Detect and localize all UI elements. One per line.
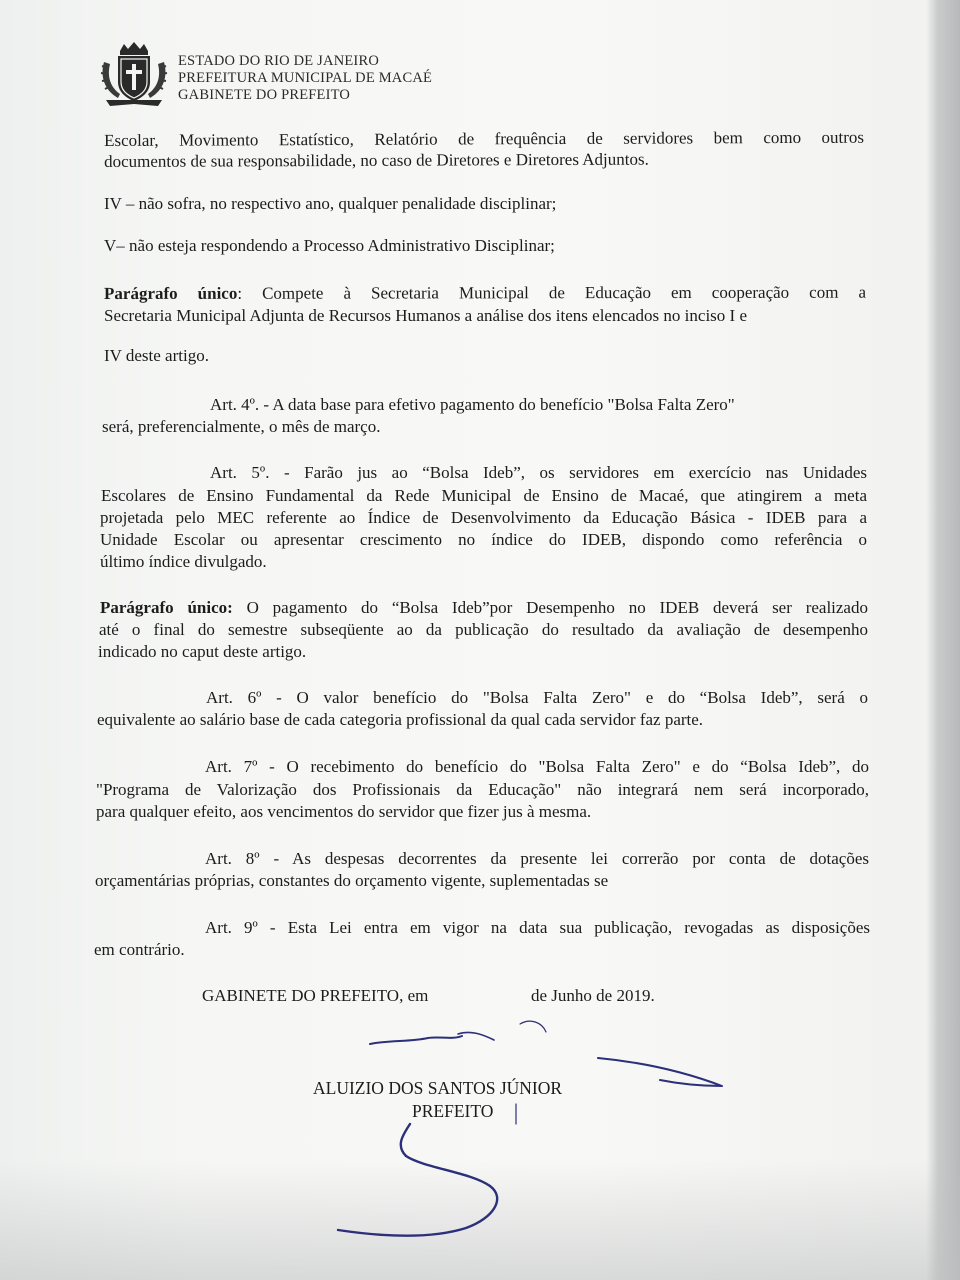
art-7-line-2: "Programa de Valorização dos Profissionais da Educação" não integrará nem será incorporado, — [96, 780, 869, 799]
inciso-v: V– não esteja respondendo a Processo Administrativo Disciplinar; — [104, 236, 555, 255]
art-5-line-1: Art. 5º. - Farão jus ao “Bolsa Ideb”, os servidores em exercício nas Unidades — [210, 463, 867, 482]
paragrafo-unico-2-text: O pagamento do “Bolsa Ideb”por Desempenho no IDEB deverá ser realizado — [232, 598, 868, 617]
paragrafo-unico-1-line-2: Secretaria Municipal Adjunta de Recursos Humanos a análise dos itens elencados no inciso I e — [104, 306, 747, 325]
art-6-line-1: Art. 6º - O valor benefício do "Bolsa Falta Zero" e do “Bolsa Ideb”, será o — [206, 688, 868, 707]
art-5-line-2: Escolares de Ensino Fundamental da Rede Municipal de Ensino de Macaé, que atingirem a meta — [101, 486, 867, 505]
paragrafo-unico-1-label: Parágrafo único — [104, 283, 238, 303]
paragrafo-unico-1-line-3: IV deste artigo. — [104, 346, 209, 365]
art-5-line-4: Unidade Escolar ou apresentar crescimento no índice do IDEB, dispondo como referência o — [100, 530, 867, 549]
closing-date: de Junho de 2019. — [531, 986, 655, 1005]
inciso-iv: IV – não sofra, no respectivo ano, qualquer penalidade disciplinar; — [104, 194, 557, 213]
art-7-line-3: para qualquer efeito, aos vencimentos do servidor que fizer jus à mesma. — [96, 802, 592, 821]
signer-title: PREFEITO — [412, 1101, 494, 1121]
continuation-line-2: documentos de sua responsabilidade, no caso de Diretores e Diretores Adjuntos. — [104, 149, 649, 171]
art-8-line-1: Art. 8º - As despesas decorrentes da presente lei correrão por conta de dotações — [205, 849, 869, 868]
paragrafo-unico-2-label: Parágrafo único: — [100, 598, 233, 617]
paragrafo-unico-2-line-1 — [100, 598, 868, 618]
art-5-line-3: projetada pelo MEC referente ao Índice de Desenvolvimento da Educação Básica - IDEB para a — [100, 508, 867, 527]
paragrafo-unico-1-text: : Compete à Secretaria Municipal de Educação em cooperação com a — [237, 282, 867, 303]
art-7-line-1: Art. 7º - O recebimento do benefício do "Bolsa Falta Zero" e do “Bolsa Ideb”, do — [205, 757, 869, 776]
continuation-line-1: Escolar, Movimento Estatístico, Relatório de frequência de servidores bem como outros — [104, 127, 865, 150]
letterhead-state: ESTADO DO RIO DE JANEIRO — [178, 53, 379, 69]
art-8-line-2: orçamentárias próprias, constantes do orçamento vigente, suplementadas se — [95, 871, 609, 890]
art-6-line-2: equivalente ao salário base de cada categoria profissional da qual cada servidor faz parte. — [97, 710, 704, 729]
paragrafo-unico-2-line-2: até o final do semestre subseqüente ao da publicação do resultado da avaliação de desempenho — [99, 620, 868, 639]
art-9-line-1: Art. 9º - Esta Lei entra em vigor na data sua publicação, revogadas as disposições — [205, 918, 870, 937]
art-4-line-1: Art. 4º. - A data base para efetivo pagamento do benefício "Bolsa Falta Zero" — [210, 395, 735, 414]
letterhead-office: GABINETE DO PREFEITO — [178, 87, 351, 103]
paragrafo-unico-1-line-1 — [104, 283, 866, 304]
paragrafo-unico-2-line-3: indicado no caput deste artigo. — [98, 642, 307, 661]
closing-place: GABINETE DO PREFEITO, em — [202, 986, 429, 1005]
art-9-line-2: em contrário. — [94, 940, 185, 959]
art-5-line-5: último índice divulgado. — [100, 552, 267, 571]
signer-name: ALUIZIO DOS SANTOS JÚNIOR — [313, 1078, 563, 1098]
letterhead-municipality: PREFEITURA MUNICIPAL DE MACAÉ — [178, 70, 433, 86]
art-4-line-2: será, preferencialmente, o mês de março. — [102, 417, 381, 436]
